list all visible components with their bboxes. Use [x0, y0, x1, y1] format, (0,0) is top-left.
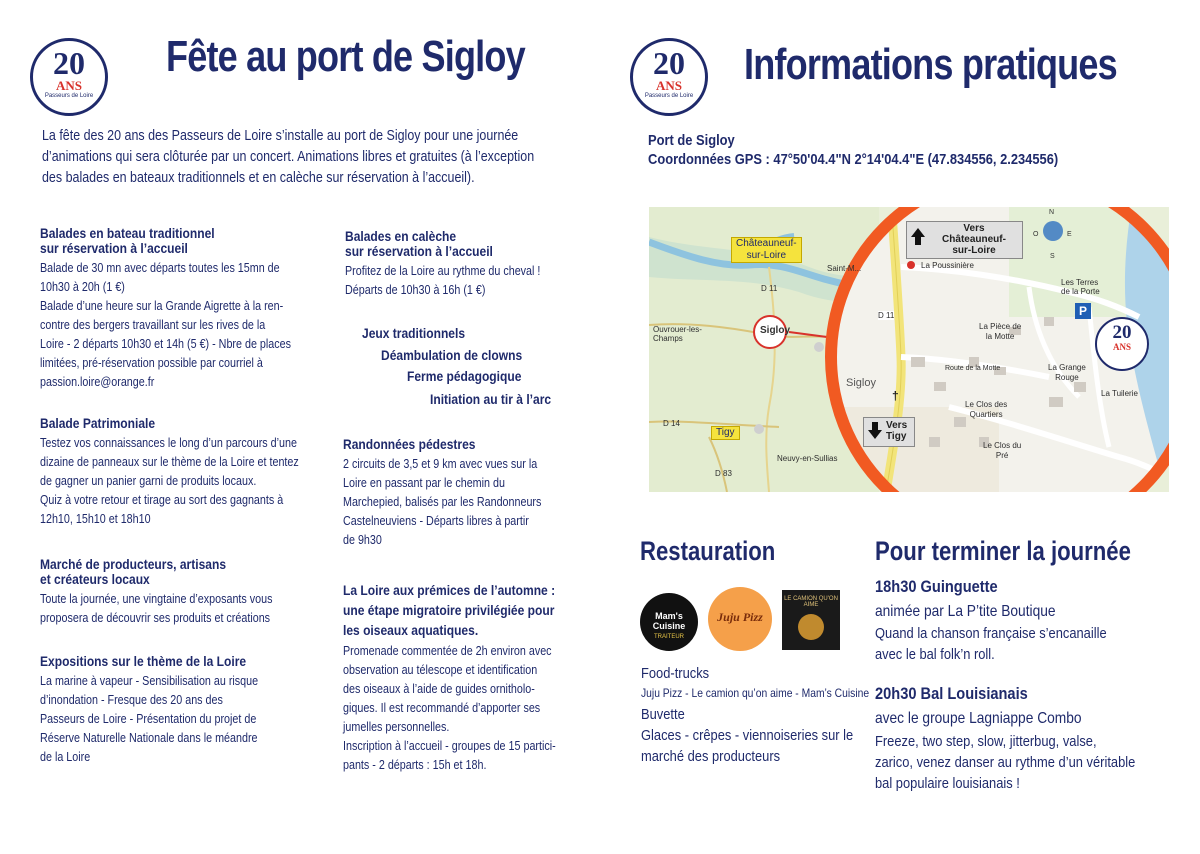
no-entry-icon: [907, 261, 915, 269]
stair-tir: Initiation au tir à l’arc: [430, 391, 552, 407]
activity-line: Balade de 30 mn avec départs toutes les 15mn de: [40, 261, 280, 275]
map-label-stmartin: Saint-M...: [827, 264, 862, 273]
activity-heading: sur réservation à l’accueil: [40, 240, 188, 256]
map-label-terres: [1061, 278, 1100, 296]
logo-subtitle: Passeurs de Loire: [644, 93, 694, 99]
guinguette-line: Quand la chanson française s’encanaille: [875, 625, 1107, 642]
map-label-line: Ouvrouer-les-: [653, 325, 702, 334]
map-label-line: Les Terres: [1061, 278, 1099, 287]
direction-north-sign: [906, 221, 1023, 259]
logo-mams-sub: TRAITEUR: [654, 634, 684, 640]
right-page-title: Informations pratiques: [744, 40, 1117, 89]
map-sign-line: Tigy: [886, 431, 907, 442]
activity-line: pants - 2 départs : 15h et 18h.: [343, 758, 487, 772]
activity-line: Balade d’une heure sur la Grande Aigrette à la ren-: [40, 299, 284, 313]
map-label-route-motte: Route de la Motte: [945, 365, 1001, 372]
activity-line: 10h30 à 20h (1 €): [40, 280, 125, 294]
logo-camion: [782, 590, 840, 650]
compass-o: O: [1033, 231, 1039, 238]
stair-clowns: Déambulation de clowns: [381, 347, 523, 363]
map-label-clos-quartiers: [965, 400, 1007, 420]
guinguette-title: 18h30 Guinguette: [875, 577, 998, 596]
map-label-tuilerie: La Tuilerie: [1101, 389, 1138, 398]
logo-number: 20: [1112, 322, 1132, 343]
map-sign-line: sur-Loire: [952, 245, 996, 256]
activity-line: Quiz à votre retour et tirage au sort des gagnants à: [40, 493, 284, 507]
bal-line: avec le groupe Lagniappe Combo: [875, 710, 1082, 727]
map-label-ouvrouer: [653, 325, 702, 343]
map-label-clos-du: [983, 441, 1021, 461]
buvette-title: Buvette: [641, 706, 685, 723]
map-label-neuvy: Neuvy-en-Sullias: [777, 454, 838, 463]
activity-line: Profitez de la Loire au rythme du cheval !: [345, 264, 541, 278]
food-trucks-title: Food-trucks: [641, 665, 710, 682]
map-sign-line: Vers: [963, 223, 985, 234]
guinguette-line: animée par La P’tite Boutique: [875, 603, 1056, 620]
arrow-down-icon-stem: [872, 422, 878, 430]
logo-camion-name: LE CAMION QU'ON AIME: [784, 596, 838, 608]
activity-oiseaux: [343, 580, 590, 775]
church-icon: †: [892, 389, 899, 403]
intro-text: [42, 126, 614, 189]
soiree-title: Pour terminer la journée: [875, 536, 1131, 566]
anniversary-logo-left: [30, 38, 108, 116]
activity-line: Testez vos connaissances le long d’un parcours d’une: [40, 436, 297, 450]
activity-line: Inscription à l’accueil - groupes de 15 partici-: [343, 739, 556, 753]
activity-line: Loire en passant par le chemin du: [343, 476, 505, 490]
activity-heading: les oiseaux aquatiques.: [343, 622, 479, 638]
logo-juju-name: Juju Pizz: [717, 610, 763, 624]
activity-line: Loire - 2 départs 10h30 et 14h (5 €) - Nbre de places: [40, 337, 291, 351]
parking-icon: P: [1075, 303, 1091, 319]
bal-line: Freeze, two step, slow, jitterbug, valse,: [875, 733, 1097, 750]
activity-expositions: [40, 654, 294, 767]
activity-heading: Expositions sur le thème de la Loire: [40, 653, 247, 669]
map-label-line: La Grange: [1048, 363, 1086, 372]
stair-ferme: Ferme pédagogique: [407, 368, 522, 384]
map-label-line: La Pièce de: [979, 322, 1022, 331]
map-label-grange: [1048, 363, 1086, 383]
gps-coordinates: Coordonnées GPS : 47°50'04.4"N 2°14'04.4"E (47.834556, 2.234556): [648, 151, 1059, 168]
activity-heading: Balades en bateau traditionnel: [40, 225, 215, 241]
location-map: [649, 207, 1169, 492]
map-label-tigy: Tigy: [711, 426, 740, 440]
map-label-d14: D 14: [663, 419, 680, 428]
map-sign-line: Vers: [886, 420, 908, 431]
activity-line: contre des bergers travaillant sur les rives de la: [40, 318, 266, 332]
activity-line: dizaine de panneaux sur le thème de la Loire et tentez: [40, 455, 299, 469]
map-sign-line: Châteauneuf-: [942, 234, 1006, 245]
email-link[interactable]: passion.loire@orange.fr: [40, 375, 155, 389]
logo-juju-pizz: [708, 587, 772, 651]
map-label-d83: D 83: [715, 469, 732, 478]
activity-line: limitées, pré-réservation possible par courriel à: [40, 356, 263, 370]
bal-line: bal populaire louisianais !: [875, 775, 1020, 792]
left-page-title: Fête au port de Sigloy: [166, 32, 525, 81]
activity-line: d’inondation - Fresque des 20 ans des: [40, 693, 223, 707]
map-label-line: Châteauneuf-: [736, 238, 797, 249]
map-label-line: la Motte: [985, 332, 1015, 341]
activity-randonnees: [343, 437, 574, 550]
logo-number: 20: [53, 45, 85, 81]
guinguette-line: avec le bal folk’n roll.: [875, 646, 995, 663]
map-label-d11-zoom: D 11: [878, 311, 895, 320]
intro-line: des balades en bateaux traditionnels et en calèche sur réservation à l’accueil).: [42, 170, 475, 186]
buvette-line: Glaces - crêpes - viennoiseries sur le: [641, 727, 854, 744]
map-label-line: Le Clos du: [983, 441, 1022, 450]
activity-line: 12h10, 15h10 et 18h10: [40, 512, 151, 526]
activity-line: Castelneuviens - Départs libres à partir: [343, 514, 529, 528]
intro-line: La fête des 20 ans des Passeurs de Loire s’installe au port de Sigloy pour une journée: [42, 128, 519, 144]
bal-title: 20h30 Bal Louisianais: [875, 684, 1028, 703]
logo-mams-cuisine: [640, 593, 698, 651]
map-label-line: Le Clos des: [965, 400, 1008, 409]
activity-heading: Balades en calèche: [345, 228, 457, 244]
activity-line: jumelles personnelles.: [343, 720, 450, 734]
compass-icon: [1033, 209, 1073, 261]
map-label-piece: [979, 322, 1021, 342]
activity-heading: et créateurs locaux: [40, 571, 150, 587]
logo-ans: ANS: [655, 78, 682, 93]
activity-line: proposera de découvrir ses produits et créations: [40, 611, 271, 625]
map-label-d11: D 11: [761, 284, 778, 293]
activity-line: observation au télescope et identification: [343, 663, 538, 677]
activity-line: des oiseaux à l’aide de guides ornitholo-: [343, 682, 535, 696]
arrow-down-icon: [868, 430, 882, 439]
map-label-sigloy-zoom: Sigloy: [846, 377, 876, 389]
activity-line: Toute la journée, une vingtaine d’exposants vous: [40, 592, 273, 606]
activity-line: de la Loire: [40, 750, 91, 764]
activity-patrimoniale: [40, 416, 341, 529]
map-anniversary-logo: [1095, 317, 1149, 371]
activity-line: giques. Il est recommandé d’apporter ses: [343, 701, 541, 715]
direction-south-sign: [863, 417, 915, 447]
compass-n: N: [1049, 209, 1055, 216]
arrow-up-icon: [911, 228, 925, 237]
activity-heading: Balade Patrimoniale: [40, 415, 156, 431]
activity-line: Passeurs de Loire - Présentation du projet de: [40, 712, 257, 726]
bal-line: zarico, venez danser au rythme d’un véritable: [875, 754, 1136, 771]
map-label-line: Rouge: [1055, 373, 1079, 382]
compass-e: E: [1067, 231, 1072, 238]
food-trucks-list: Juju Pizz - Le camion qu’on aime - Mam’s Cuisine: [641, 686, 870, 700]
activity-heading: une étape migratoire privilégiée pour: [343, 602, 555, 618]
anniversary-logo-right: [630, 38, 708, 116]
logo-subtitle: Passeurs de Loire: [44, 93, 94, 99]
map-label-line: Pré: [995, 451, 1009, 460]
activity-bateau: [40, 226, 332, 392]
activity-marche: [40, 557, 310, 628]
compass-s: S: [1050, 253, 1055, 260]
map-label-line: Quartiers: [969, 410, 1003, 419]
activity-line: Marchepied, balisés par les Randonneurs: [343, 495, 542, 509]
activity-line: de 9h30: [343, 533, 382, 547]
map-label-line: sur-Loire: [746, 250, 787, 261]
stair-jeux: Jeux traditionnels: [362, 325, 466, 341]
logo-number: 20: [653, 45, 685, 81]
map-label-line: Champs: [653, 334, 683, 343]
activity-heading: Marché de producteurs, artisans: [40, 556, 227, 572]
buvette-line: marché des producteurs: [641, 748, 781, 765]
activity-line: 2 circuits de 3,5 et 9 km avec vues sur la: [343, 457, 538, 471]
activity-line: La marine à vapeur - Sensibilisation au risque: [40, 674, 259, 688]
intro-line: d’animations qui sera clôturée par un concert. Animations libres et gratuites (à l’exception: [42, 149, 535, 165]
activity-heading: La Loire aux prémices de l’automne :: [343, 582, 556, 598]
logo-ans: ANS: [1112, 342, 1131, 352]
location-name: Port de Sigloy: [648, 132, 735, 149]
activity-heading: sur réservation à l’accueil: [345, 243, 493, 259]
arrow-up-icon-stem: [915, 237, 921, 245]
map-label-line: de la Porte: [1061, 287, 1100, 296]
activity-line: Réserve Naturelle Nationale dans le méandre: [40, 731, 258, 745]
activity-caleche: [345, 229, 572, 300]
activity-line: de gagner un panier garni de produits locaux.: [40, 474, 257, 488]
restauration-title: Restauration: [640, 536, 776, 566]
logo-mams-name: Mam's Cuisine: [652, 611, 686, 631]
map-label-poussiniere: La Poussinière: [921, 261, 974, 270]
logo-ans: ANS: [55, 78, 82, 93]
activity-heading: Randonnées pédestres: [343, 436, 476, 452]
map-label-chateauneuf: [731, 237, 802, 263]
activity-line: Départs de 10h30 à 16h (1 €): [345, 283, 486, 297]
map-label-sigloy: Sigloy: [760, 325, 791, 336]
activity-line: Promenade commentée de 2h environ avec: [343, 644, 552, 658]
